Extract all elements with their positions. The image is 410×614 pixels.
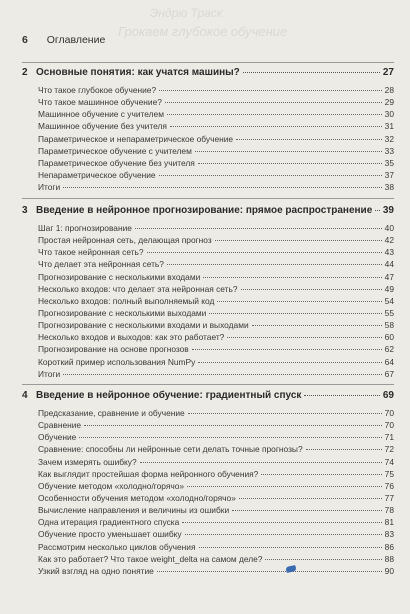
entry-page: 60 — [384, 332, 394, 343]
toc-entry[interactable] — [38, 258, 394, 270]
chapter-title: Введение в нейронное обучение: градиентный спуск — [36, 390, 302, 401]
entry-page: 83 — [384, 529, 394, 540]
entry-page: 33 — [384, 145, 394, 156]
toc-entry[interactable] — [38, 157, 394, 169]
entry-title: Предсказание, сравнение и обучение — [38, 408, 185, 418]
leader-dots — [306, 449, 382, 450]
entry-page: 75 — [384, 468, 394, 479]
leader-dots — [167, 114, 382, 115]
chapter-number: 4 — [22, 390, 28, 401]
leader-dots — [185, 534, 382, 535]
leader-dots — [157, 571, 382, 572]
chapter-divider — [22, 198, 394, 199]
entry-page: 49 — [384, 283, 394, 294]
leader-dots — [199, 547, 382, 548]
toc-entry[interactable] — [38, 283, 394, 295]
leader-dots — [375, 210, 380, 211]
entry-title: Сравнение: способны ли нейронные сети делать точные прогнозы? — [38, 444, 303, 455]
chapter-page: 39 — [382, 205, 394, 216]
entry-title: Несколько входов: полный выполняемый код — [38, 295, 215, 306]
leader-dots — [187, 486, 382, 487]
leader-dots — [261, 474, 381, 475]
entry-title: Узкий взгляд на одно понятие — [38, 565, 154, 576]
leader-dots — [227, 337, 381, 338]
entry-page: 31 — [384, 121, 394, 132]
chapter-title: Основные понятия: как учатся машины? — [36, 67, 240, 78]
leader-dots — [232, 510, 382, 511]
leader-dots — [188, 413, 382, 414]
leader-dots — [195, 151, 382, 152]
leader-dots — [304, 395, 379, 396]
leader-dots — [198, 362, 381, 363]
leader-dots — [217, 301, 381, 302]
entry-page: 35 — [384, 157, 394, 168]
entry-title: Рассмотрим несколько циклов обучения — [38, 541, 196, 552]
entry-title: Прогнозирование с несколькими входами — [38, 271, 201, 282]
entry-title: Машинное обучение с учителем — [38, 109, 164, 120]
leader-dots — [239, 498, 382, 499]
entry-title: Машинное обучение без учителя — [38, 121, 167, 132]
page-title: Оглавление — [46, 34, 106, 46]
chapter-title-row[interactable] — [22, 67, 394, 81]
entry-page: 54 — [384, 295, 394, 306]
entry-title: Вычисление направления и величины из ошибки — [38, 505, 230, 516]
toc-entry[interactable] — [38, 108, 394, 120]
entry-page: 40 — [384, 223, 394, 233]
leader-dots — [241, 289, 382, 290]
entry-page: 38 — [384, 182, 394, 193]
entry-title: Что делает эта нейронная сеть? — [38, 259, 164, 270]
entry-title: Несколько входов и выходов: как это работает? — [38, 332, 225, 343]
entry-page: 37 — [384, 169, 394, 180]
toc-entry[interactable] — [38, 407, 394, 419]
toc-entry[interactable] — [38, 169, 394, 181]
leader-dots — [63, 374, 382, 375]
chapter-3 — [22, 205, 394, 380]
leader-dots — [63, 187, 382, 188]
toc-entry[interactable] — [38, 307, 394, 319]
entry-page: 32 — [384, 133, 394, 144]
chapter-number: 3 — [22, 205, 28, 216]
chapter-title-row[interactable] — [22, 205, 394, 219]
leader-dots — [243, 72, 380, 73]
chapter-divider — [22, 62, 394, 63]
leader-dots — [252, 325, 382, 326]
toc-entry[interactable] — [38, 541, 394, 553]
leader-dots — [192, 349, 382, 350]
leader-dots — [265, 559, 381, 560]
entry-page: 47 — [384, 271, 394, 282]
leader-dots — [170, 126, 382, 127]
leader-dots — [147, 252, 382, 253]
toc-entry[interactable] — [38, 565, 394, 577]
toc-entry[interactable] — [38, 553, 394, 565]
entry-title: Обучение методом «холодно/горячо» — [38, 480, 185, 491]
leader-dots — [198, 163, 382, 164]
leader-dots — [135, 228, 382, 229]
chapter-title: Введение в нейронное прогнозирование: прямое распространение — [36, 205, 373, 216]
entry-title: Шаг 1: прогнозирование — [38, 223, 132, 233]
entry-title: Непараметрическое обучение — [38, 169, 156, 180]
chapter-divider — [22, 384, 394, 385]
entry-title: Итоги — [38, 368, 61, 379]
toc-entry[interactable] — [38, 120, 394, 132]
entry-title: Прогнозирование с несколькими выходами — [38, 307, 207, 318]
toc-entry[interactable] — [38, 492, 394, 504]
entry-title: Короткий пример использования NumPy — [38, 356, 196, 367]
entry-page: 77 — [384, 492, 394, 503]
toc-entry[interactable] — [38, 84, 394, 96]
chapter-4 — [22, 390, 394, 577]
toc-entry[interactable] — [38, 419, 394, 431]
toc-entry[interactable] — [38, 468, 394, 480]
toc-entry[interactable] — [38, 271, 394, 283]
toc-entry[interactable] — [38, 528, 394, 540]
bleed-through-text: Грокаем глубокое обучение — [118, 24, 288, 39]
section-list — [38, 222, 394, 380]
entry-title: Простая нейронная сеть, делающая прогноз — [38, 235, 212, 246]
entry-title: Несколько входов: что делает эта нейронная сеть? — [38, 283, 238, 294]
bleed-through-text: Эндрю Траск — [150, 6, 223, 20]
chapter-number: 2 — [22, 67, 28, 78]
entry-page: 67 — [384, 368, 394, 379]
entry-page: 86 — [384, 541, 394, 552]
toc-entry[interactable] — [38, 222, 394, 234]
leader-dots — [159, 175, 382, 176]
toc-entry[interactable] — [38, 295, 394, 307]
entry-page: 70 — [384, 408, 394, 418]
entry-page: 70 — [384, 420, 394, 431]
entry-title: Что такое машинное обучение? — [38, 97, 162, 108]
entry-page: 58 — [384, 320, 394, 331]
toc-entry[interactable] — [38, 145, 394, 157]
entry-title: Параметрическое обучение с учителем — [38, 145, 192, 156]
entry-page: 76 — [384, 480, 394, 491]
toc-entry[interactable] — [38, 368, 394, 380]
toc-entry[interactable] — [38, 96, 394, 108]
toc-entry[interactable] — [38, 504, 394, 516]
entry-page: 30 — [384, 109, 394, 120]
leader-dots — [215, 240, 382, 241]
entry-title: Зачем измерять ошибку? — [38, 456, 137, 467]
entry-page: 43 — [384, 247, 394, 258]
leader-dots — [209, 313, 381, 314]
toc-entry[interactable] — [38, 480, 394, 492]
entry-title: Параметрическое и непараметрическое обучение — [38, 133, 234, 144]
entry-title: Сравнение — [38, 420, 82, 431]
entry-page: 88 — [384, 553, 394, 564]
entry-title: Параметрическое обучение без учителя — [38, 157, 195, 168]
entry-page: 71 — [384, 432, 394, 443]
toc-entry[interactable] — [38, 516, 394, 528]
entry-page: 29 — [384, 97, 394, 108]
entry-page: 72 — [384, 444, 394, 455]
toc-entry[interactable] — [38, 456, 394, 468]
entry-title: Прогнозирование на основе прогнозов — [38, 344, 189, 355]
leader-dots — [203, 277, 381, 278]
toc-entry[interactable] — [38, 356, 394, 368]
entry-page: 81 — [384, 517, 394, 528]
entry-page: 55 — [384, 307, 394, 318]
leader-dots — [165, 102, 382, 103]
chapter-2 — [22, 67, 394, 193]
chapter-page: 27 — [382, 67, 394, 78]
section-list — [38, 407, 394, 577]
entry-page: 28 — [384, 85, 394, 95]
entry-title: Как выглядит простейшая форма нейронного обучения? — [38, 468, 259, 479]
leader-dots — [167, 264, 382, 265]
entry-page: 42 — [384, 235, 394, 246]
leader-dots — [79, 437, 381, 438]
entry-page: 44 — [384, 259, 394, 270]
toc-entry[interactable] — [38, 443, 394, 455]
entry-page: 62 — [384, 344, 394, 355]
entry-title: Одна итерация градиентного спуска — [38, 517, 180, 528]
entry-title: Как это работает? Что такое weight_delta на самом деле? — [38, 553, 263, 564]
chapter-page: 69 — [382, 390, 394, 401]
section-list — [38, 84, 394, 193]
chapter-title-row[interactable] — [22, 390, 394, 404]
toc-entry[interactable] — [38, 319, 394, 331]
entry-title: Что такое глубокое обучение? — [38, 85, 157, 95]
entry-title: Обучение просто уменьшает ошибку — [38, 529, 182, 540]
page-header — [22, 34, 105, 46]
entry-title: Итоги — [38, 182, 61, 193]
leader-dots — [182, 522, 381, 523]
toc-entry[interactable] — [38, 234, 394, 246]
leader-dots — [159, 90, 382, 91]
entry-page: 74 — [384, 456, 394, 467]
toc-entry[interactable] — [38, 246, 394, 258]
toc-entry[interactable] — [38, 181, 394, 193]
entry-title: Обучение — [38, 432, 77, 443]
leader-dots — [84, 425, 382, 426]
toc-entry[interactable] — [38, 431, 394, 443]
toc-entry[interactable] — [38, 133, 394, 145]
entry-title: Что такое нейронная сеть? — [38, 247, 144, 258]
page-number: 6 — [22, 34, 28, 46]
leader-dots — [236, 139, 382, 140]
toc-entry[interactable] — [38, 343, 394, 355]
entry-title: Особенности обучения методом «холодно/горячо» — [38, 492, 236, 503]
leader-dots — [140, 462, 382, 463]
entry-page: 90 — [384, 565, 394, 576]
entry-title: Прогнозирование с несколькими входами и выходами — [38, 320, 249, 331]
entry-page: 64 — [384, 356, 394, 367]
toc-entry[interactable] — [38, 331, 394, 343]
entry-page: 78 — [384, 505, 394, 516]
